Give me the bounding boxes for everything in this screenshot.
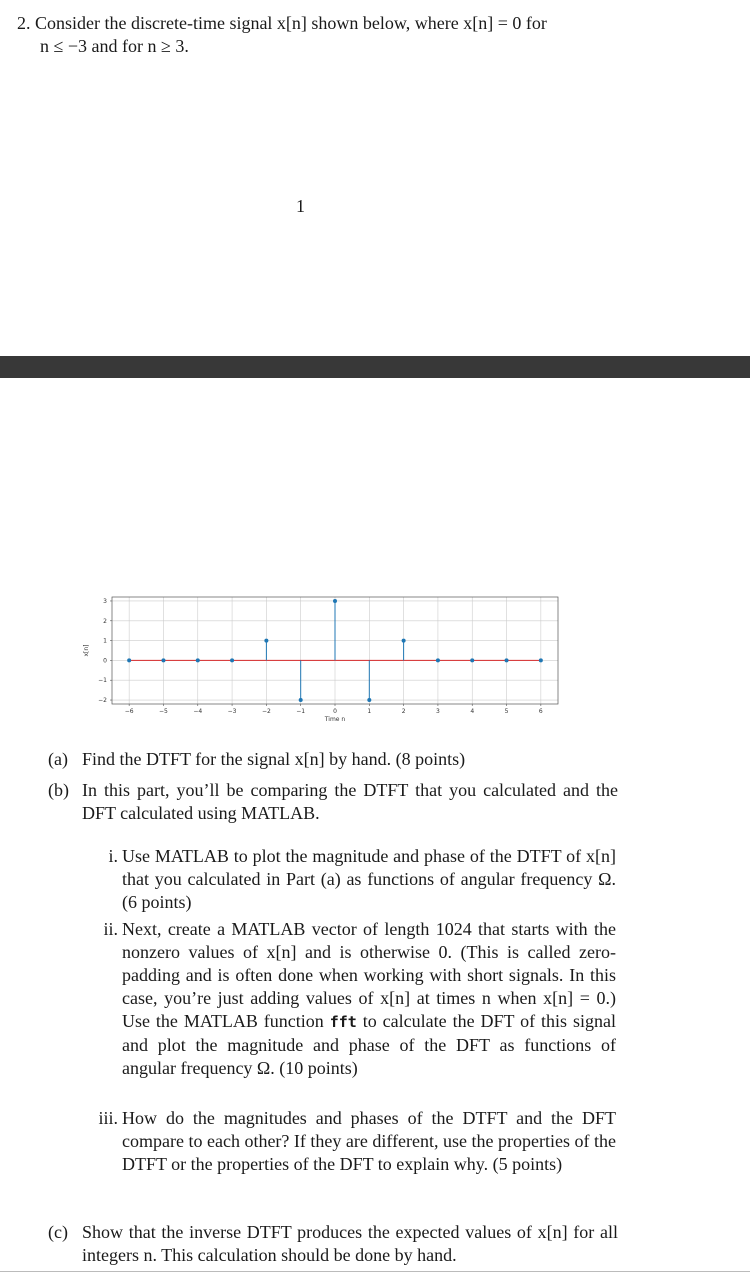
stem-marker <box>196 658 200 662</box>
y-tick-label: 0 <box>103 657 107 665</box>
stem-marker <box>470 658 474 662</box>
x-tick-label: −2 <box>261 708 271 715</box>
problem-statement <box>17 12 637 58</box>
x-tick-label: 3 <box>436 708 440 715</box>
part-b-ii-text <box>122 918 616 1080</box>
x-tick-label: −1 <box>296 708 306 715</box>
stem-marker <box>127 658 131 662</box>
x-tick-label: −5 <box>159 708 168 715</box>
x-tick-label: 4 <box>470 708 475 715</box>
y-tick-label: 2 <box>103 617 107 625</box>
x-axis-label: Time n <box>324 716 346 723</box>
problem-line-1 <box>17 12 637 35</box>
y-axis-label: x[n] <box>83 644 90 657</box>
part-a <box>48 748 618 771</box>
part-b-i-label: i. <box>108 846 118 866</box>
part-b-ii-label: ii. <box>103 919 118 939</box>
question-parts <box>48 748 618 833</box>
stem-marker <box>333 599 337 603</box>
stem-marker <box>402 639 406 643</box>
part-b-i-text: Use MATLAB to plot the magnitude and phase of the DTFT of x[n] that you calculated in Part (a) as functions of angular frequency Ω. (6 points) <box>122 846 616 912</box>
part-b-text: In this part, you’ll be comparing the DTFT that you calculated and the DFT calculated using MATLAB. <box>82 780 618 823</box>
part-b-ii <box>84 918 616 1080</box>
fft-code: fft <box>329 1013 357 1031</box>
y-tick-label: −1 <box>98 677 107 685</box>
stem-marker <box>436 658 440 662</box>
part-c-block <box>48 1221 618 1275</box>
x-tick-label: 2 <box>401 708 406 715</box>
part-c-text: Show that the inverse DTFT produces the expected values of x[n] for all integers n. This calculation should be done by hand. <box>82 1222 618 1265</box>
page-number: 1 <box>296 196 305 216</box>
problem-text-line1: Consider the discrete-time signal x[n] shown below, where x[n] = 0 for <box>35 13 547 33</box>
bottom-rule <box>0 1271 750 1272</box>
x-tick-label: −4 <box>193 708 203 715</box>
y-tick-label: 1 <box>103 637 107 645</box>
part-b-iii-text: How do the magnitudes and phases of the DTFT and the DFT compare to each other? If they are different, use the properties of the DTFT or the properties of the DFT to explain why. (5 points) <box>122 1108 616 1174</box>
stem-marker <box>299 698 303 702</box>
stem-marker <box>264 639 268 643</box>
stem-marker <box>505 658 509 662</box>
problem-text-line2: n ≤ −3 and for n ≥ 3. <box>40 36 189 56</box>
x-tick-label: 6 <box>538 708 543 715</box>
stem-plot <box>80 590 580 730</box>
page-divider <box>0 356 750 378</box>
stem-marker <box>161 658 165 662</box>
stem-marker <box>230 658 234 662</box>
y-tick-label: −2 <box>98 697 107 705</box>
part-b-ii-text-before: Next, create a MATLAB vector of length 1024 that starts with the nonzero values of x[n] and is otherwise 0. (This is called zero-padding and is often done when working with short signals. In this case, you’re just adding values of x[n] at times n when x[n] = 0.) Use the MATLAB function <box>122 919 616 1031</box>
part-a-text: Find the DTFT for the signal x[n] by hand. (8 points) <box>82 749 466 769</box>
x-tick-label: −3 <box>227 708 237 715</box>
part-a-label: (a) <box>48 749 68 769</box>
x-tick-label: 5 <box>504 708 509 715</box>
y-tick-label: 3 <box>103 597 107 605</box>
part-b-i <box>84 845 616 914</box>
stem-plot-svg <box>80 590 580 730</box>
x-tick-label: 1 <box>367 708 372 715</box>
x-tick-label: 0 <box>333 708 337 715</box>
stem-marker <box>367 698 371 702</box>
part-b-label: (b) <box>48 780 69 800</box>
stem-marker <box>539 658 543 662</box>
part-b-ii-text-after: to calculate the DFT of this signal and plot the magnitude and phase of the DFT as functions of angular frequency Ω. (10 points) <box>122 1011 616 1078</box>
part-b-iii-label: iii. <box>98 1108 118 1128</box>
part-c <box>48 1221 618 1267</box>
x-tick-label: −6 <box>124 708 134 715</box>
part-c-label: (c) <box>48 1222 68 1242</box>
part-b <box>48 779 618 825</box>
problem-number: 2. <box>17 13 31 33</box>
part-b-iii <box>84 1107 616 1176</box>
